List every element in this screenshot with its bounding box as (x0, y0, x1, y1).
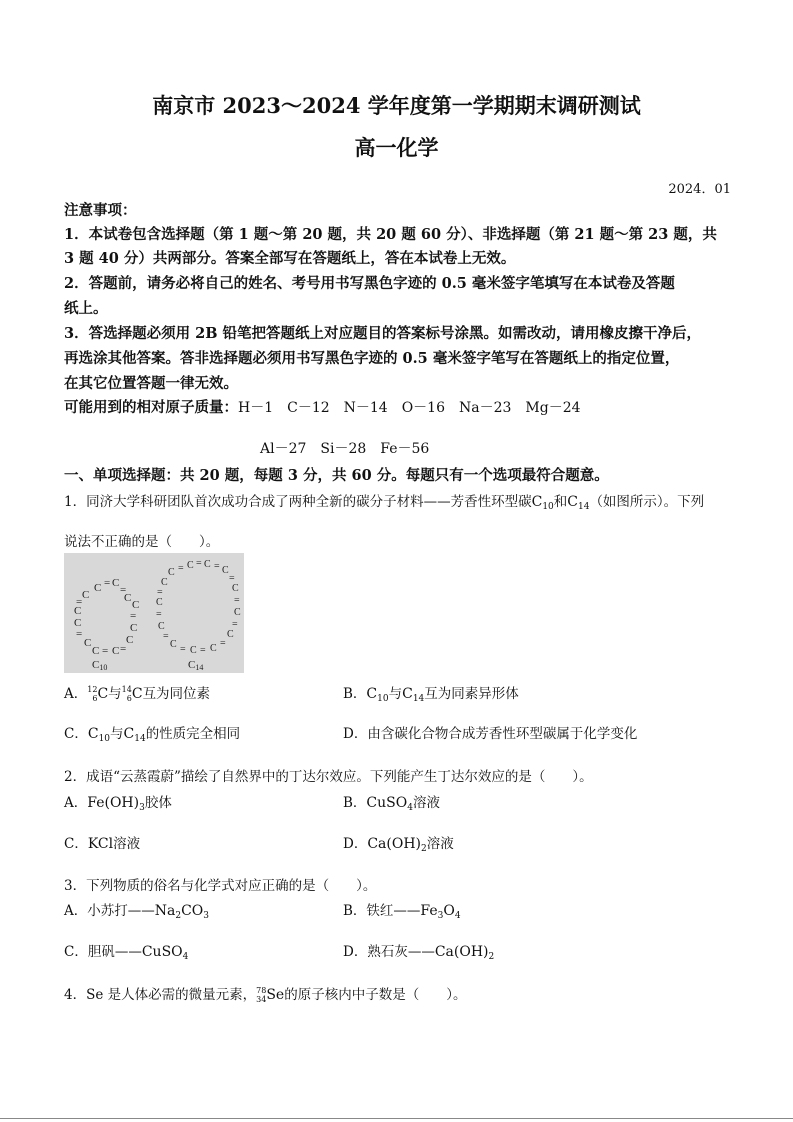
q1-option-d[interactable]: D．由含碳化合物合成芳香性环型碳属于化学变化 (343, 726, 638, 742)
svg-text:C: C (124, 592, 132, 604)
q1-stem-part2: （如图所示）。下列 (589, 494, 705, 510)
svg-text:C: C (132, 599, 140, 611)
svg-text:=: = (232, 619, 238, 630)
carbon-14-isotope: 14 6 C (121, 685, 143, 703)
svg-text:C: C (234, 607, 241, 618)
svg-text:=: = (180, 644, 186, 655)
svg-text:=: = (196, 558, 202, 569)
q1-c14 (567, 494, 589, 510)
svg-text:C: C (204, 559, 211, 570)
q1-figure (64, 553, 244, 673)
svg-text:=: = (229, 573, 235, 584)
q1-c14-symbol: C (567, 494, 578, 510)
svg-text:C: C (94, 582, 102, 594)
q3-option-b-formula: Fe (420, 903, 438, 919)
atomic-mass-row-1 (64, 396, 581, 417)
q1-and: 和 (553, 494, 568, 510)
svg-text:C: C (130, 622, 138, 634)
q4-stem-part1: 4．Se 是人体必需的微量元素， (64, 987, 257, 1003)
q1-option-c-c14: $C_{14}$ (123, 726, 146, 744)
svg-text:C: C (126, 634, 134, 646)
q3-option-c-prefix: C．胆矾—— (64, 944, 142, 960)
exam-subject: 高一化学 (354, 135, 439, 160)
svg-text:C: C (112, 577, 120, 589)
svg-text:C: C (82, 589, 90, 601)
q3-option-a-sub1: 2 (175, 911, 182, 921)
svg-text:C: C (158, 621, 165, 632)
svg-text:=: = (157, 587, 163, 598)
c10-ring (74, 577, 139, 657)
q1-option-c-mid: 与 (110, 726, 124, 742)
selenium-isotope (256, 987, 284, 1003)
q3-option-b-prefix: B．铁红—— (343, 903, 421, 919)
se-mass-number: 78 (256, 986, 267, 995)
svg-text:=: = (234, 595, 240, 606)
figure-label-c10: C10 (92, 659, 108, 672)
svg-text:C: C (84, 637, 92, 649)
svg-text:C: C (74, 605, 82, 617)
q2-option-a-subscript: 3 (139, 803, 145, 813)
q1-option-b[interactable] (343, 682, 519, 704)
svg-text:C: C (222, 565, 229, 576)
q1-c10-symbol: C (531, 494, 543, 510)
q2-option-a-formula: Fe(OH) (87, 795, 140, 811)
q3-option-a-formula2: CO (181, 903, 204, 919)
q2-option-b-formula: CuSO (366, 795, 408, 811)
q1-option-b-prefix: B． (343, 686, 367, 702)
q2-option-d-subscript: 2 (421, 844, 427, 854)
svg-text:C: C (190, 645, 197, 656)
q2-option-b-suffix: 溶液 (412, 795, 440, 811)
q1-option-b-c10: $C_{10}$ (366, 686, 389, 704)
section-1-heading: 一、单项选择题：共 20 题，每题 3 分，共 60 分。每题只有一个选项最符合题意。 (64, 467, 609, 484)
q3-option-a-formula: Na (154, 903, 176, 919)
svg-text:=: = (220, 638, 226, 649)
q1-option-a-prefix: A． (64, 686, 88, 702)
q2-option-b[interactable] (343, 791, 440, 813)
q3-option-b-sub1: 3 (437, 911, 444, 921)
svg-text:=: = (178, 563, 184, 574)
svg-text:=: = (120, 643, 127, 655)
q3-option-d-subscript: 2 (488, 952, 495, 962)
svg-text:C: C (161, 577, 168, 588)
q1-c10 (532, 494, 554, 510)
q1-option-b-mid: 与 (388, 686, 403, 702)
q1-option-c[interactable] (64, 722, 240, 744)
q3-option-a[interactable] (64, 899, 209, 921)
q4-stem (64, 983, 466, 1004)
atomic-masses-2: Al－27 Si－28 Fe－56 (260, 441, 430, 457)
q2-option-d-prefix: D． (343, 836, 368, 852)
q3-option-a-sub2: 3 (203, 911, 210, 921)
svg-text:=: = (102, 645, 109, 657)
svg-text:C: C (187, 560, 194, 571)
q2-option-a-suffix: 胶体 (144, 795, 172, 811)
q2-option-c-suffix: 溶液 (113, 836, 141, 852)
svg-text:C: C (168, 567, 175, 578)
q1-option-b-c14: $C_{14}$ (402, 686, 425, 704)
q1-stem-line2: 说法不正确的是（ ）。 (64, 534, 220, 550)
q2-option-c-formula: KCl (87, 836, 114, 852)
notice-item-2-line1: 2．答题前，请务必将自己的姓名、考号用书写黑色字迹的 0.5 毫米签字笔填写在本试卷及答题 (64, 275, 675, 292)
se-atomic-number: 34 (256, 995, 267, 1004)
svg-text:C: C (112, 645, 120, 657)
svg-text:C: C (210, 643, 217, 654)
q3-option-c-formula: CuSO (141, 944, 183, 960)
q3-option-b-sub2: 4 (454, 911, 461, 921)
q2-option-b-prefix: B． (343, 795, 367, 811)
svg-text:C: C (170, 639, 177, 650)
atomic-mass-label: 可能用到的相对原子质量： (64, 399, 238, 416)
svg-text:=: = (163, 631, 169, 642)
q3-option-b[interactable] (343, 899, 461, 921)
q3-option-c[interactable] (64, 940, 188, 962)
svg-text:=: = (214, 561, 220, 572)
q2-option-a-prefix: A． (64, 795, 88, 811)
q2-option-d[interactable] (343, 832, 454, 854)
exam-title: 南京市 2023～2024 学年度第一学期期末调研测试 (152, 93, 641, 118)
q1-option-a-suffix: 互为同位素 (142, 686, 211, 702)
svg-text:=: = (156, 609, 162, 620)
q2-option-c-prefix: C． (64, 836, 88, 852)
q2-stem: 2．成语“云蒸霞蔚”描绘了自然界中的丁达尔效应。下列能产生丁达尔效应的是（ ）。 (64, 769, 593, 785)
svg-text:C: C (227, 629, 234, 640)
notice-item-3-line2: 再选涂其他答案。答非选择题必须用书写黑色字迹的 0.5 毫米签字笔写在答题纸上的指定位置， (64, 350, 680, 367)
exam-date: 2024．01 (668, 182, 731, 197)
q1-option-c-suffix: 的性质完全相同 (145, 726, 241, 742)
svg-text:C: C (232, 583, 239, 594)
carbon-12-isotope: 12 6 C (87, 685, 109, 703)
q1-option-a-text: 与 (108, 686, 122, 702)
notice-item-2-line2: 纸上。 (64, 300, 108, 317)
atomic-masses-1: H－1 C－12 N－14 O－16 Na－23 Mg－24 (238, 400, 581, 416)
q3-option-a-prefix: A．小苏打—— (64, 903, 155, 919)
q1-stem (64, 490, 704, 512)
c14-ring (156, 558, 241, 656)
q3-stem: 3．下列物质的俗名与化学式对应正确的是（ ）。 (64, 878, 377, 894)
q1-stem-part1: 1．同济大学科研团队首次成功合成了两种全新的碳分子材料——芳香性环型碳 (64, 494, 532, 510)
q2-option-c[interactable] (64, 832, 140, 852)
notice-item-3-line3: 在其它位置答题一律无效。 (64, 375, 238, 392)
svg-text:=: = (200, 645, 206, 656)
svg-text:=: = (76, 596, 83, 608)
q3-option-d[interactable] (343, 940, 494, 962)
notice-heading: 注意事项： (64, 202, 137, 219)
q3-option-c-subscript: 4 (182, 952, 189, 962)
q4-stem-part2: 的原子核内中子数是（ ）。 (284, 987, 467, 1003)
svg-text:C: C (74, 617, 82, 629)
svg-text:=: = (76, 628, 83, 640)
notice-item-3-line1: 3．答选择题必须用 2B 铅笔把答题纸上对应题目的答案标号涂黑。如需改动，请用橡皮擦干净后， (64, 325, 702, 342)
q1-option-b-suffix: 互为同素异形体 (424, 686, 519, 702)
svg-text:=: = (120, 584, 127, 596)
q3-option-d-formula: Ca(OH) (434, 944, 489, 960)
notice-item-1-line1: 1．本试卷包含选择题（第 1 题～第 20 题，共 20 题 60 分）、非选择题（第 21 题～第 23 题，共 (64, 226, 717, 243)
notice-item-1-line2: 3 题 40 分）共两部分。答案全部写在答题纸上，答在本试卷上无效。 (64, 250, 516, 267)
svg-text:C: C (92, 645, 100, 657)
figure-label-c14: C14 (188, 659, 204, 672)
svg-text:C: C (156, 597, 163, 608)
svg-text:=: = (130, 610, 137, 622)
q3-option-d-prefix: D．熟石灰—— (343, 944, 435, 960)
q2-option-d-formula: Ca(OH) (367, 836, 421, 852)
q3-option-b-formula2: O (443, 903, 455, 919)
q1-c14-subscript: 14 (577, 502, 590, 512)
q1-c10-subscript: 10 (542, 502, 554, 512)
q2-option-d-suffix: 溶液 (426, 836, 454, 852)
svg-text:=: = (104, 577, 111, 589)
q1-option-c-prefix: C． (64, 726, 88, 742)
q2-option-b-subscript: 4 (407, 803, 413, 813)
carbon-rings-diagram (64, 553, 244, 673)
se-symbol: Se (266, 987, 285, 1003)
page-bottom-rule (0, 1118, 793, 1119)
q1-option-c-c10: $C_{10}$ (87, 726, 111, 744)
q1-option-a[interactable] (64, 682, 210, 703)
q2-option-a[interactable] (64, 791, 172, 813)
